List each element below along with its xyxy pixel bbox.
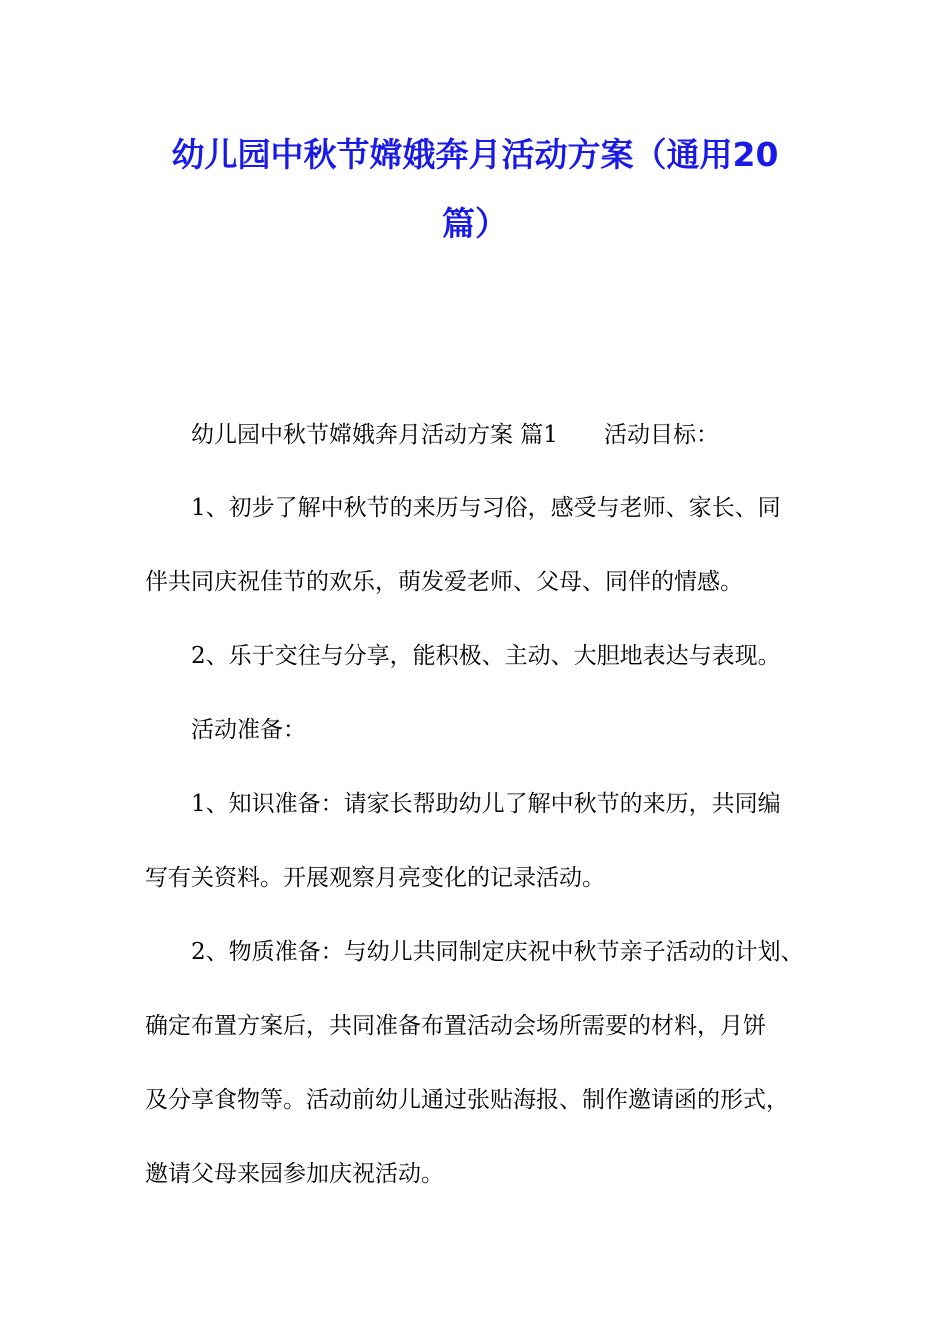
paragraph-line: 1、知识准备：请家长帮助幼儿了解中秋节的来历，共同编	[191, 791, 781, 817]
document-title-line-2: 篇）	[442, 204, 508, 243]
paragraph-line: 确定布置方案后，共同准备布置活动会场所需要的材料，月饼	[145, 1013, 766, 1039]
paragraph-line: 及分享食物等。活动前幼儿通过张贴海报、制作邀请函的形式，	[145, 1087, 789, 1113]
paragraph-line: 邀请父母来园参加庆祝活动。	[145, 1161, 444, 1187]
subheading-line: 活动准备：	[191, 717, 306, 743]
paragraph-line: 伴共同庆祝佳节的欢乐，萌发爱老师、父母、同伴的情感。	[145, 569, 743, 595]
paragraph-line: 写有关资料。开展观察月亮变化的记录活动。	[145, 865, 605, 891]
paragraph-line: 2、乐于交往与分享，能积极、主动、大胆地表达与表现。	[191, 643, 781, 669]
paragraph-line: 1、初步了解中秋节的来历与习俗，感受与老师、家长、同	[191, 495, 781, 521]
section-heading-line: 幼儿园中秋节嫦娥奔月活动方案 篇1 活动目标：	[191, 422, 719, 448]
document-title-line-1: 幼儿园中秋节嫦娥奔月活动方案（通用20	[171, 135, 779, 174]
paragraph-line: 2、物质准备：与幼儿共同制定庆祝中秋节亲子活动的计划、	[191, 939, 804, 965]
